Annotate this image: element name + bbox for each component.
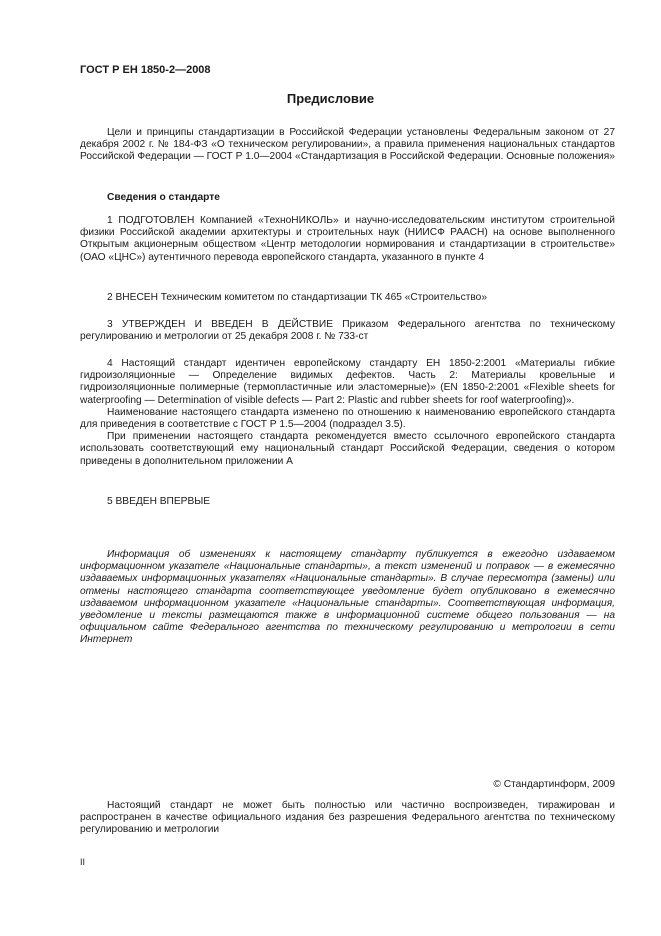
change-notice-block <box>80 549 615 647</box>
item-2-paragraph: 2 ВНЕСЕН Техническим комитетом по стандартизации ТК 465 «Строительство» <box>107 292 487 303</box>
item-3-block <box>80 319 615 343</box>
page-title: Предисловие <box>286 91 375 106</box>
standard-info-heading: Сведения о стандарте <box>107 192 220 203</box>
item-4-reference-note: При применении настоящего стандарта рекомендуется вместо ссылочного европейского стандарта использовать соответствующий ему национальный стандарт Российской Федерации, сведения о котором приведены в дополнительном приложении А <box>80 431 615 467</box>
copyright-notice: © Стандартинформ, 2009 <box>493 779 615 790</box>
intro-paragraph-block <box>80 127 615 164</box>
item-4-paragraph: 4 Настоящий стандарт идентичен европейскому стандарту ЕН 1850-2:2001 «Материалы гибкие гидроизоляционные — Определение видимых дефектов. Часть 2: Материалы кровельные и гидроизоляционные полимерные (термопластичные или эластомерные)» (EN 1850-2:2001 «Flexible sheets for waterproofing — Determination of visible defects — Part 2: Plastic and rubber sheets for roof waterproofing)». <box>80 358 615 406</box>
item-5-block <box>80 496 615 508</box>
rights-notice-paragraph: Настоящий стандарт не может быть полностью или частично воспроизведен, тиражирован и распространен в качестве официального издания без разрешения Федерального агентства по техническому регулированию и метрологии <box>80 800 615 836</box>
change-notice-paragraph: Информация об изменениях к настоящему стандарту публикуется в ежегодно издаваемом информационном указателе «Национальные стандарты», а текст изменений и поправок — в ежемесячно издаваемых информационных указателях «Национальные стандарты». В случае пересмотра (замены) или отмены настоящего стандарта соответствующее уведомление будет опубликовано в ежемесячно издаваемом информационном указателе «Национальные стандарты». Соответствующая информация, уведомление и тексты размещаются также в информационной системе общего пользования — на официальном сайте Федерального агентства по техническому регулированию и метрологии в сети Интернет <box>80 549 615 646</box>
item-4-name-note: Наименование настоящего стандарта изменено по отношению к наименованию европейского стандарта для приведения в соответствие с ГОСТ Р 1.5—2004 (подраздел 3.5). <box>80 406 615 431</box>
item-1-block <box>80 215 615 264</box>
rights-notice-block <box>80 800 615 837</box>
standard-code-header: ГОСТ Р ЕН 1850-2—2008 <box>80 64 211 76</box>
item-2-block <box>80 292 615 304</box>
item-4-block <box>80 358 615 468</box>
item-3-paragraph: 3 УТВЕРЖДЕН И ВВЕДЕН В ДЕЙСТВИЕ Приказом Федерального агентства по техническому регулированию и метрологии от 25 декабря 2008 г. № 733-ст <box>80 319 615 343</box>
item-1-paragraph: 1 ПОДГОТОВЛЕН Компанией «ТехноНИКОЛЬ» и научно-исследовательским институтом строительной физики Российской академии архитектуры и строительных наук (НИИСФ РААСН) на основе выполненного Открытым акционерным обществом «Центр методологии нормирования и стандартизации в строительстве» (ОАО «ЦНС») аутентичного перевода европейского стандарта, указанного в пункте 4 <box>80 215 615 263</box>
intro-paragraph: Цели и принципы стандартизации в Российской Федерации установлены Федеральным законом от 27 декабря 2002 г. № 184-ФЗ «О техническом регулировании», а правила применения национальных стандартов Российской Федерации — ГОСТ Р 1.0—2004 «Стандартизация в Российской Федерации. Основные положения» <box>80 127 615 163</box>
page-number: II <box>80 857 86 867</box>
item-5-paragraph: 5 ВВЕДЕН ВПЕРВЫЕ <box>107 496 211 507</box>
